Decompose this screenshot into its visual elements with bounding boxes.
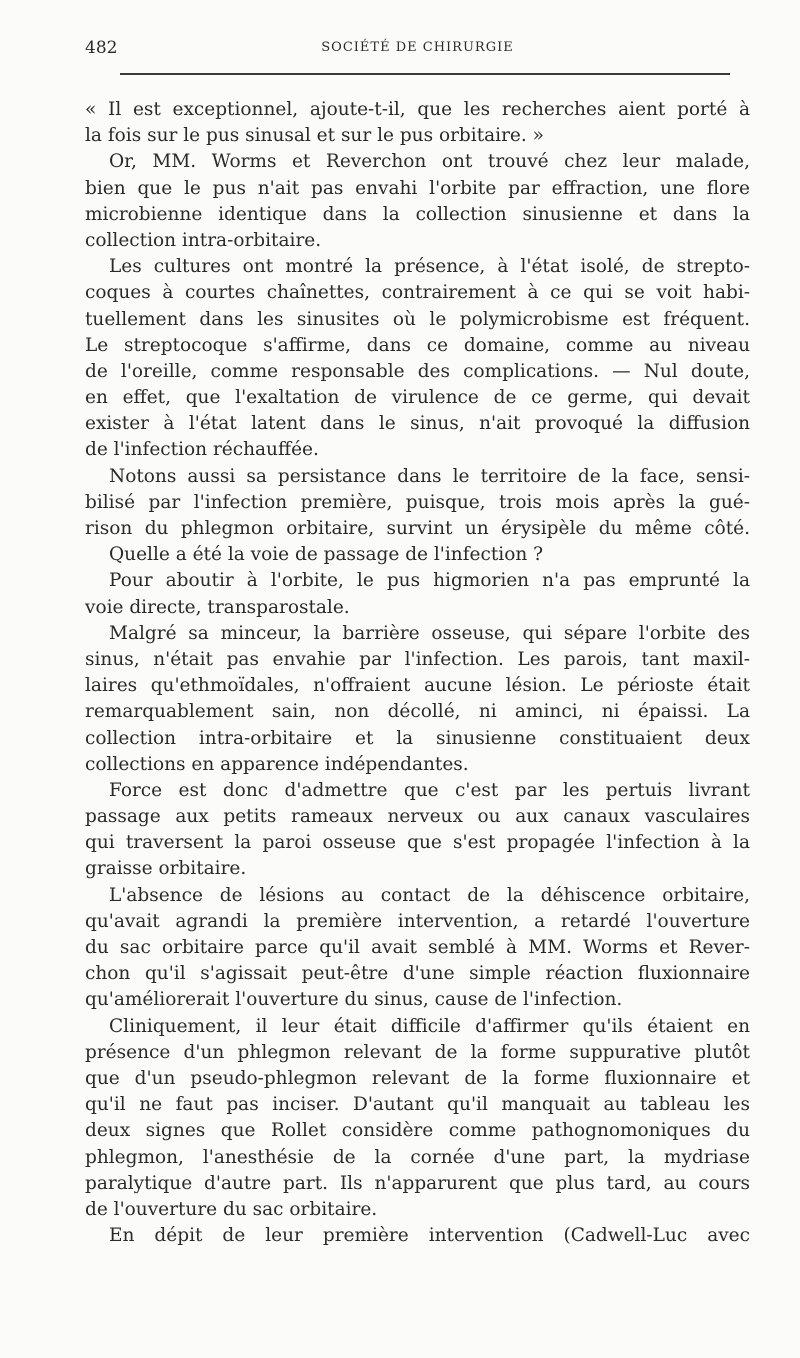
body-text <box>85 97 750 1249</box>
text-line: en effet, que l'exaltation de virulence de ce germe, qui devait <box>85 387 750 409</box>
text-line: du sac orbitaire parce qu'il avait semblé à MM. Worms et Rever- <box>85 937 750 958</box>
text-line: Le streptocoque s'affirme, dans ce domaine, comme au niveau <box>85 334 750 356</box>
text-line: graisse orbitaire. <box>85 858 247 880</box>
text-line: Les cultures ont montré la présence, à l'état isolé, de strepto- <box>109 256 750 278</box>
text-line: qu'améliorerait l'ouverture du sinus, cause de l'infection. <box>85 989 623 1011</box>
text-line: sinus, n'était pas envahie par l'infection. Les parois, tant maxil- <box>85 648 750 670</box>
text-line: Malgré sa minceur, la barrière osseuse, qui sépare l'orbite des <box>109 622 750 644</box>
text-line: que d'un pseudo-phlegmon relevant de la forme fluxionnaire et <box>85 1067 750 1089</box>
text-line: L'absence de lésions au contact de la déhiscence orbitaire, <box>109 884 750 906</box>
text-line: collection intra-orbitaire. <box>85 229 322 251</box>
text-line: exister à l'état latent dans le sinus, n'ait provoqué la diffusion <box>85 413 750 435</box>
running-head <box>85 36 750 60</box>
text-line: deux signes que Rollet considère comme pathognomoniques du <box>85 1120 750 1142</box>
text-line: bilisé par l'infection première, puisque, trois mois après la gué- <box>85 491 750 513</box>
text-line: phlegmon, l'anesthésie de la cornée d'une part, la mydriase <box>85 1146 750 1168</box>
text-line: microbienne identique dans la collection sinusienne et dans la <box>85 203 750 225</box>
text-line: voie directe, transparostale. <box>85 596 350 618</box>
text-line: paralytique d'autre part. Ils n'apparurent que plus tard, au cours <box>85 1172 750 1194</box>
text-line: remarquablement sain, non décollé, ni aminci, ni épaissi. La <box>85 701 750 723</box>
text-line: qu'avait agrandi la première intervention, a retardé l'ouverture <box>85 910 750 932</box>
text-line: coques à courtes chaînettes, contrairement à ce qui se voit habi- <box>85 282 750 304</box>
text-line: de l'oreille, comme responsable des complications. — Nul doute, <box>85 360 750 382</box>
text-line: la fois sur le pus sinusal et sur le pus orbitaire. » <box>85 125 544 147</box>
text-line: bien que le pus n'ait pas envahi l'orbite par effraction, une flore <box>85 177 750 199</box>
text-line: de l'infection réchauffée. <box>85 439 319 461</box>
text-line: chon qu'il s'agissait peut-être d'une simple réaction fluxionnaire <box>85 963 750 985</box>
text-line: Cliniquement, il leur était difficile d'affirmer qu'ils étaient en <box>109 1015 750 1037</box>
text-line: Pour aboutir à l'orbite, le pus higmorien n'a pas emprunté la <box>109 570 750 592</box>
text-line: passage aux petits rameaux nerveux ou aux canaux vasculaires <box>85 806 750 828</box>
running-title: SOCIÉTÉ DE CHIRURGIE <box>321 40 514 55</box>
text-line: rison du phlegmon orbitaire, survint un érysipèle du même côté. <box>85 518 750 539</box>
text-line: de l'ouverture du sac orbitaire. <box>85 1198 378 1220</box>
text-line: Force est donc d'admettre que c'est par les pertuis livrant <box>109 779 750 801</box>
text-line: « Il est exceptionnel, ajoute-t-il, que les recherches aient porté à <box>85 99 750 120</box>
text-line: qui traversent la paroi osseuse que s'est propagée l'infection à la <box>85 832 750 854</box>
text-line: Or, MM. Worms et Reverchon ont trouvé chez leur malade, <box>109 151 750 173</box>
text-line: En dépit de leur première intervention (Cadwell-Luc avec <box>109 1225 750 1247</box>
text-line: tuellement dans les sinusites où le polymicrobisme est fréquent. <box>85 308 750 330</box>
text-line: Notons aussi sa persistance dans le territoire de la face, sensi- <box>109 465 750 487</box>
text-line: collections en apparence indépendantes. <box>85 753 469 775</box>
text-line: qu'il ne faut pas inciser. D'autant qu'il manquait au tableau les <box>85 1094 750 1116</box>
page-number: 482 <box>85 38 118 58</box>
text-line: collection intra-orbitaire et la sinusienne constituaient deux <box>85 727 750 749</box>
header-rule <box>120 73 730 75</box>
text-line: Quelle a été la voie de passage de l'infection ? <box>109 544 544 566</box>
text-line: laires qu'ethmoïdales, n'offraient aucune lésion. Le périoste était <box>85 675 750 697</box>
text-line: présence d'un phlegmon relevant de la forme suppurative plutôt <box>85 1041 750 1063</box>
